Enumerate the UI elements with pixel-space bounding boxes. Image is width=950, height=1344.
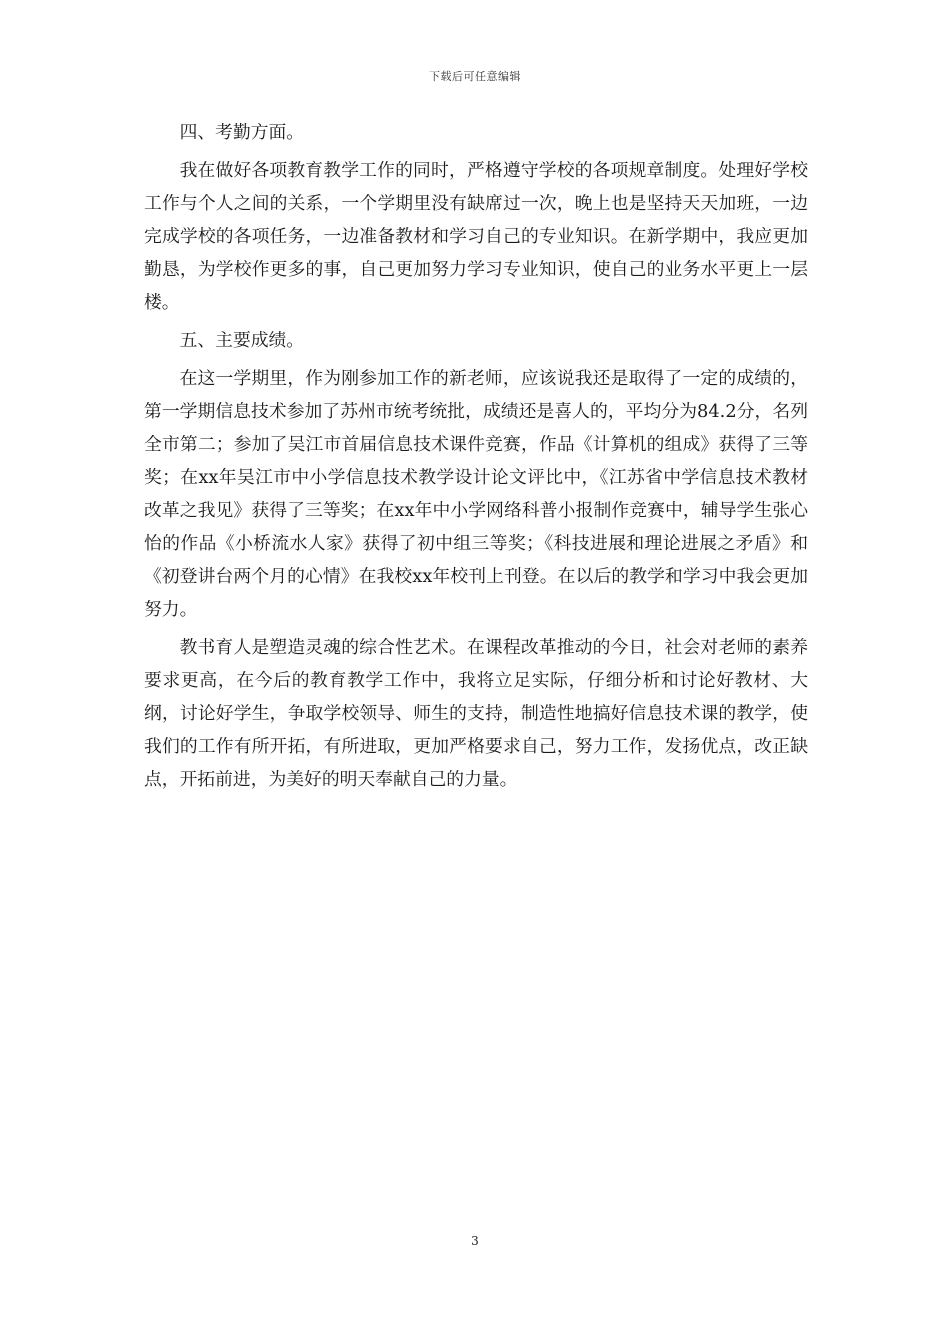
section-heading-achievements: 五、主要成绩。 xyxy=(179,330,305,351)
paragraph-conclusion: 教书育人是塑造灵魂的综合性艺术。在课程改革推动的今日，社会对老师的素养要求更高，在今后的教育教学工作中，我将立足实际，仔细分析和讨论好教材、大纲，讨论好学生，争取学校领导、师生的支持，制造性地搞好信息技术课的教学，使我们的工作有所开拓，有所进取，更加严格要求自己，努力工作，发扬优点，改正缺点，开拓前进，为美好的明天奉献自己的力量。 xyxy=(144,637,808,790)
document-body xyxy=(144,116,808,801)
paragraph-attendance: 我在做好各项教育教学工作的同时，严格遵守学校的各项规章制度。处理好学校工作与个人之间的关系，一个学期里没有缺席过一次，晚上也是坚持天天加班，一边完成学校的各项任务，一边准备教材和学习自己的专业知识。在新学期中，我应更加勤恳，为学校作更多的事，自己更加努力学习专业知识，使自己的业务水平更上一层楼。 xyxy=(144,160,808,313)
paragraph-achievements: 在这一学期里，作为刚参加工作的新老师，应该说我还是取得了一定的成绩的，第一学期信息技术参加了苏州市统考统批，成绩还是喜人的，平均分为84.2分，名列全市第二；参加了吴江市首届信息技术课件竞赛，作品《计算机的组成》获得了三等奖；在xx年吴江市中小学信息技术教学设计论文评比中，《江苏省中学信息技术教材改革之我见》获得了三等奖；在xx年中小学网络科普小报制作竞赛中，辅导学生张心怡的作品《小桥流水人家》获得了初中组三等奖；《科技进展和理论进展之矛盾》和《初登讲台两个月的心情》在我校xx年校刊上刊登。在以后的教学和学习中我会更加努力。 xyxy=(144,368,808,620)
page-header: 下载后可任意编辑 xyxy=(429,70,521,83)
section-heading-attendance: 四、考勤方面。 xyxy=(179,122,305,143)
page-number: 3 xyxy=(471,1234,479,1248)
